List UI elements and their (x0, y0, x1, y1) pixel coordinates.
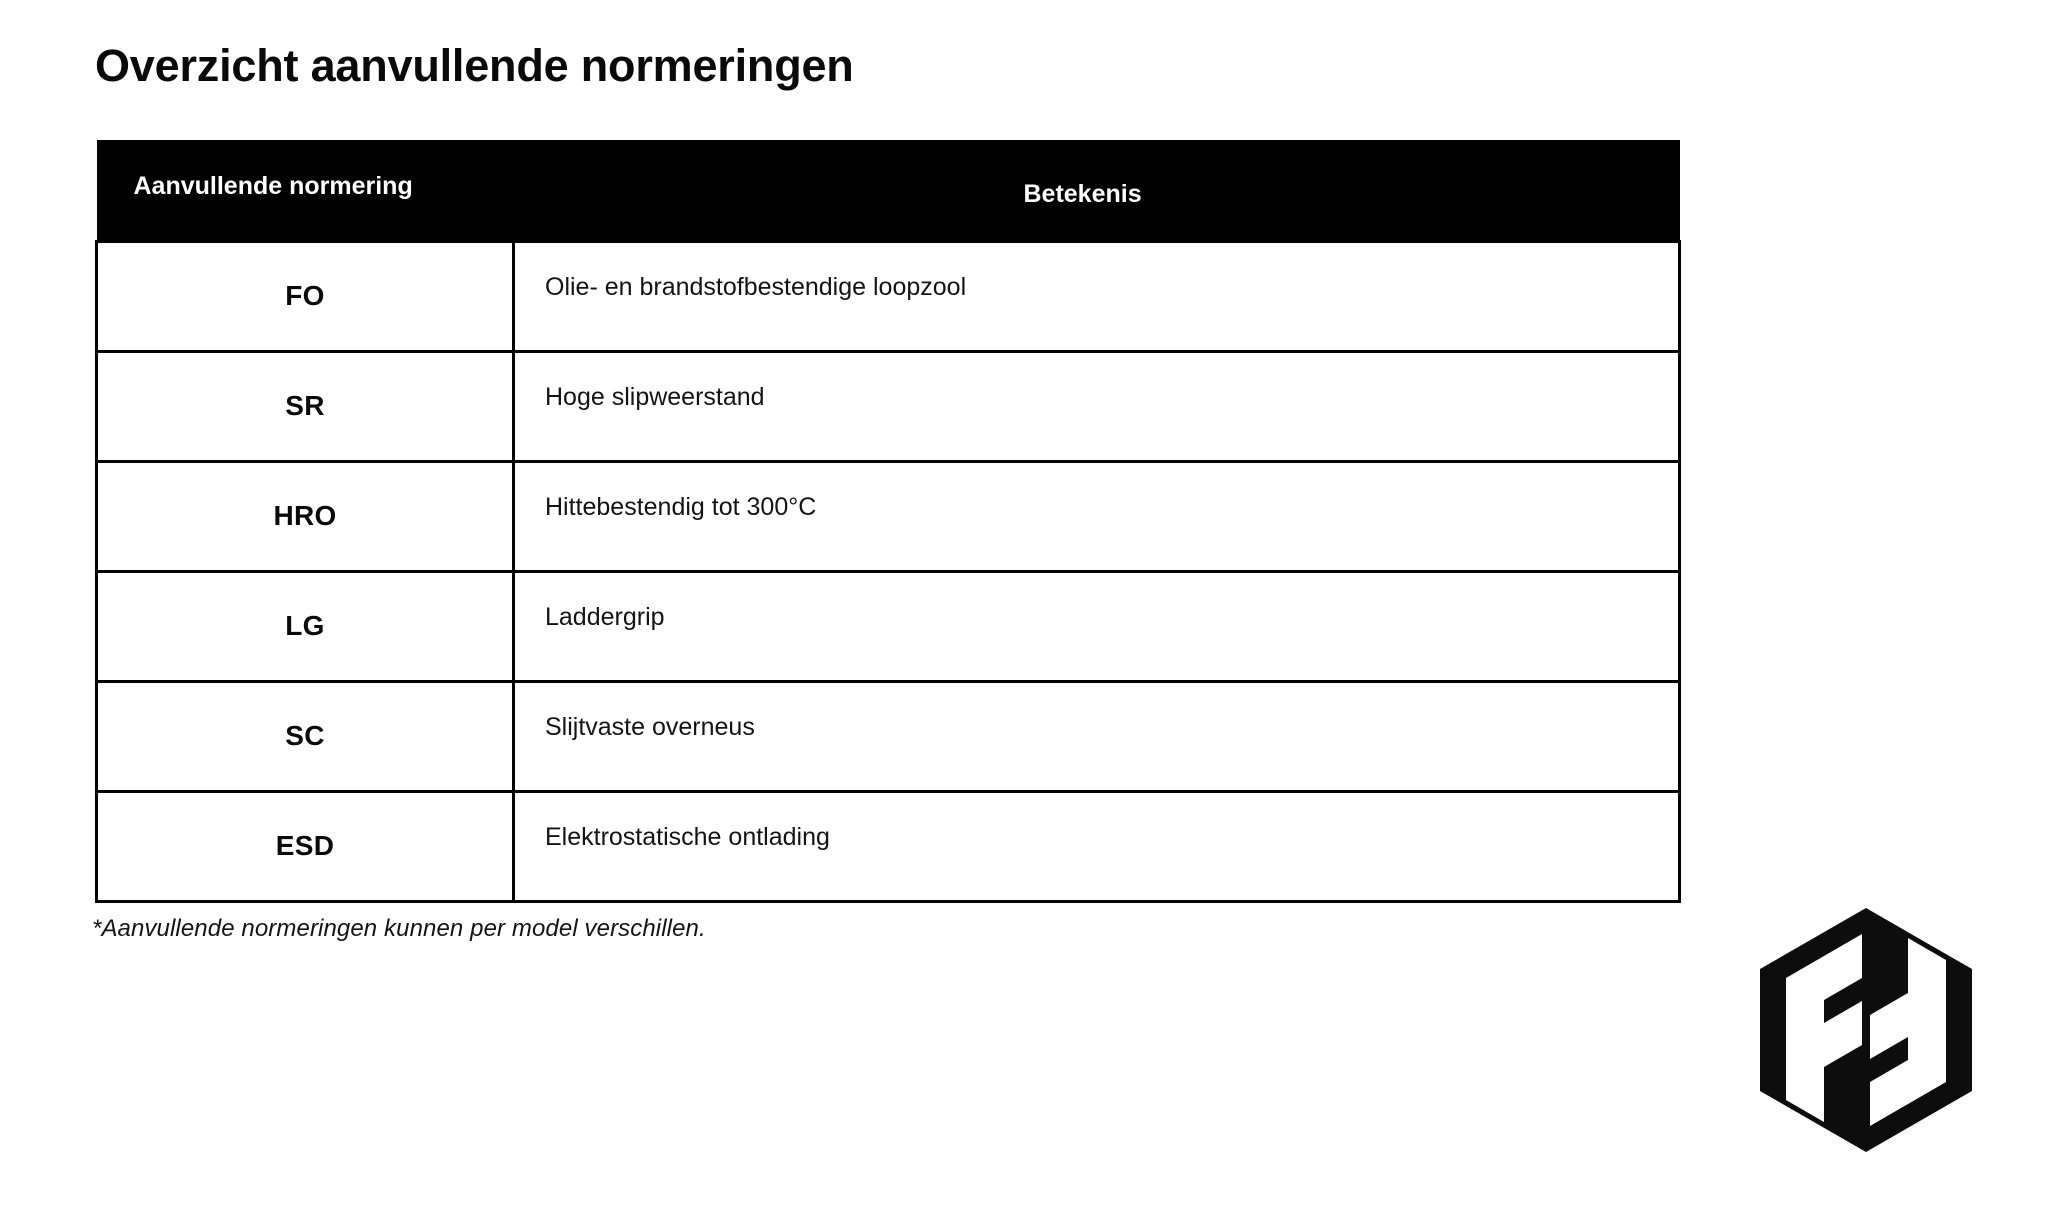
column-header-code (97, 140, 514, 242)
cell-code (97, 792, 514, 902)
table-row (97, 682, 1680, 792)
column-header-meaning (514, 140, 1680, 242)
code-text: HRO (273, 499, 337, 531)
code-text: FO (285, 279, 325, 311)
additional-markings-table (95, 140, 1681, 903)
cell-code (97, 462, 514, 572)
table-row (97, 242, 1680, 352)
code-text: SR (285, 389, 325, 421)
cell-meaning (514, 352, 1680, 462)
meaning-text: Hoge slipweerstand (545, 383, 765, 411)
cell-meaning (514, 462, 1680, 572)
hexagon-double-f-logo (1758, 906, 1974, 1154)
cell-meaning (514, 792, 1680, 902)
column-header-code-label: Aanvullende normering (133, 171, 413, 200)
table-row (97, 462, 1680, 572)
meaning-text: Laddergrip (545, 603, 665, 631)
code-text: SC (285, 719, 325, 751)
meaning-text: Hittebestendig tot 300°C (545, 493, 817, 521)
table-body (97, 242, 1680, 902)
code-text: ESD (275, 829, 335, 861)
cell-code (97, 682, 514, 792)
footnote: *Aanvullende normeringen kunnen per model verschillen. (92, 915, 706, 942)
cell-code (97, 242, 514, 352)
table-header (97, 140, 1680, 242)
column-header-meaning-label: Betekenis (1023, 179, 1142, 208)
table-row (97, 792, 1680, 902)
page-title: Overzicht aanvullende normeringen (95, 40, 854, 91)
cell-code (97, 352, 514, 462)
meaning-text: Olie- en brandstofbestendige loopzool (545, 273, 967, 301)
cell-code (97, 572, 514, 682)
meaning-text: Elektrostatische ontlading (545, 823, 830, 851)
cell-meaning (514, 682, 1680, 792)
table-header-row (97, 140, 1680, 242)
meaning-text: Slijtvaste overneus (545, 713, 755, 741)
code-text: LG (285, 609, 325, 641)
table-row (97, 352, 1680, 462)
cell-meaning (514, 572, 1680, 682)
table-row (97, 572, 1680, 682)
cell-meaning (514, 242, 1680, 352)
